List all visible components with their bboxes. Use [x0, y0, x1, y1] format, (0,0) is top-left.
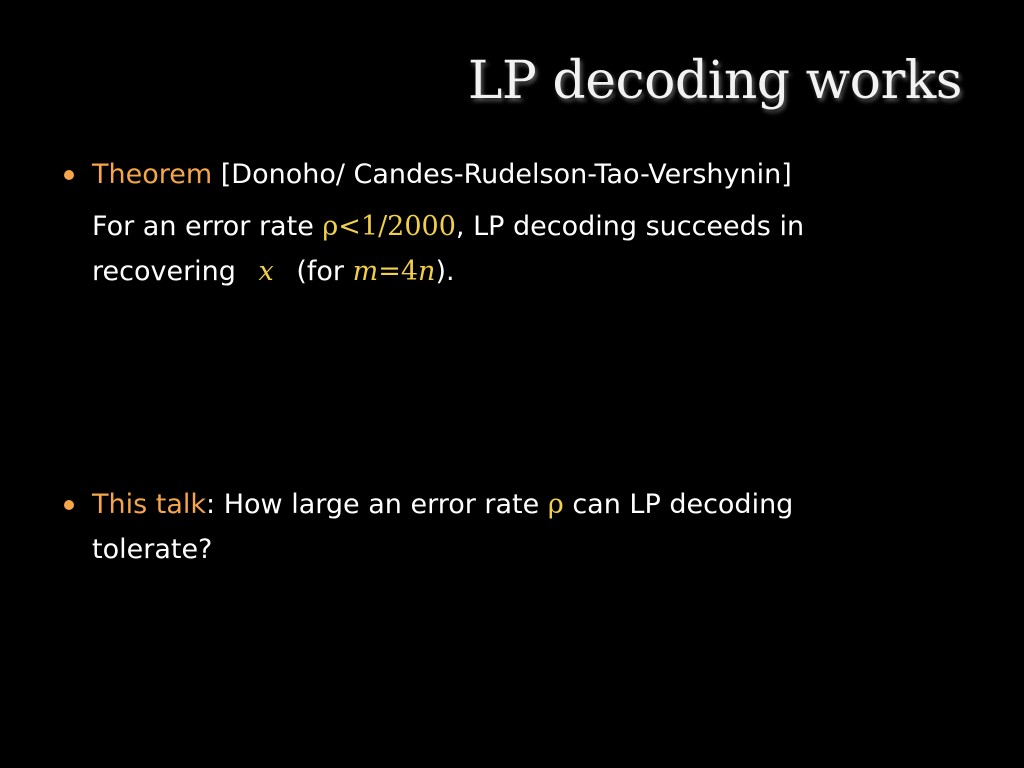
rho-symbol: ρ	[547, 489, 564, 520]
variable-x: x	[258, 256, 274, 287]
paren-close: ).	[435, 256, 455, 287]
rate-expression	[322, 211, 456, 242]
theorem-citation: [Donoho/ Candes-Rudelson-Tao-Vershynin]	[220, 159, 792, 190]
theorem-bullet	[60, 152, 920, 294]
statement-middle: , LP decoding succeeds in recovering	[92, 211, 805, 287]
talk-bullet	[60, 482, 920, 572]
talk-label: This talk	[92, 489, 207, 520]
n-symbol: n	[418, 256, 436, 287]
paren-open: (for	[296, 256, 345, 287]
theorem-label: Theorem	[92, 159, 213, 190]
slide-title: LP decoding works	[467, 51, 962, 111]
rho-symbol: ρ	[322, 211, 339, 242]
m-expression	[353, 256, 436, 287]
bullet-dot-icon	[64, 500, 74, 510]
theorem-statement	[60, 204, 920, 294]
talk-colon: :	[206, 489, 216, 520]
question-suffix: can LP decoding tolerate?	[92, 489, 794, 565]
talk-text	[60, 482, 920, 572]
bullet-dot-icon	[64, 170, 74, 180]
question-prefix: How large an error rate	[223, 489, 540, 520]
rate-relation: <1/2000	[338, 211, 456, 242]
m-eq: =4	[378, 256, 419, 287]
statement-prefix: For an error rate	[92, 211, 314, 242]
m-symbol: m	[352, 256, 379, 287]
theorem-heading	[60, 152, 920, 197]
